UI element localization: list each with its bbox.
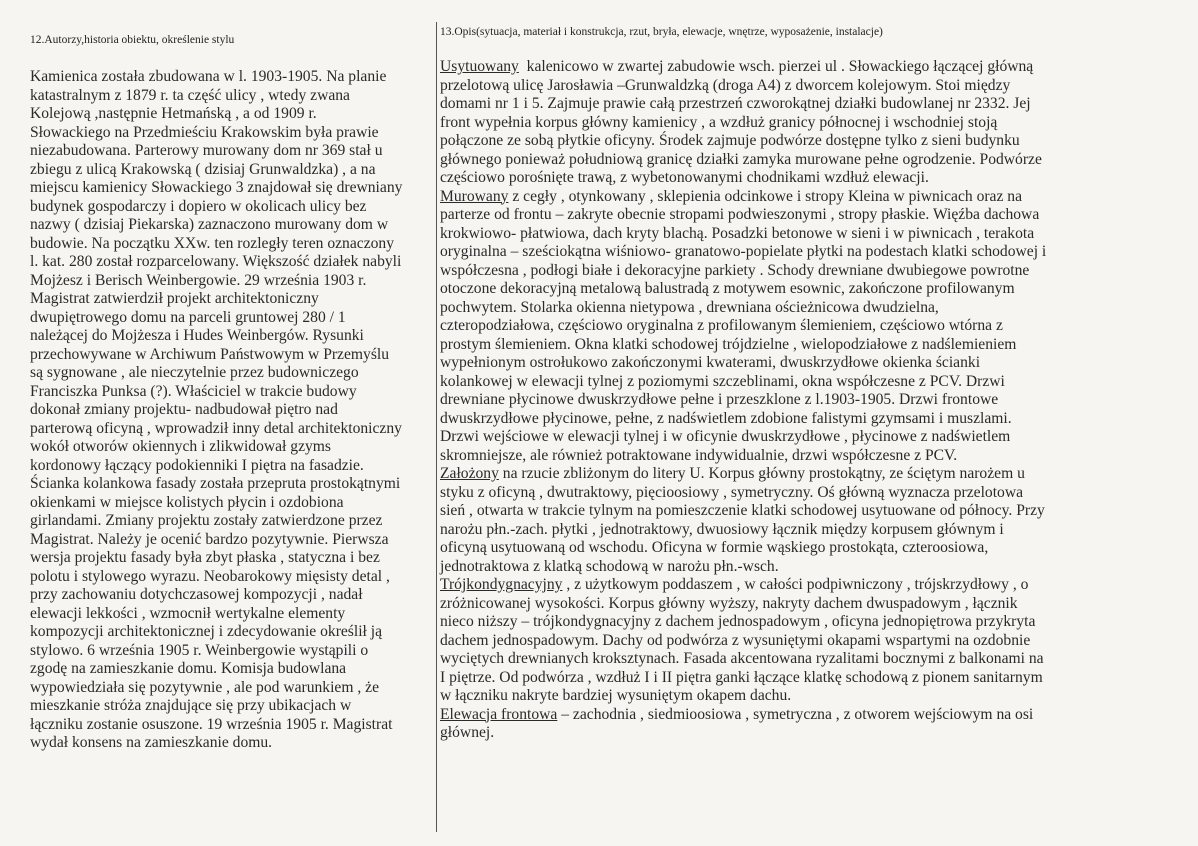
section-term: Elewacja frontowa <box>440 705 558 723</box>
history-line: stylowo. 6 września 1905 r. Weinbergowie wystąpili o <box>30 641 369 659</box>
description-line: dwuskrzydłowe płycinowe, pełne, z nadświetlem zdobione falistymi gzymsami i muszlami. <box>440 409 1012 427</box>
description-line <box>440 465 1192 484</box>
section-12-header: 12.Autorzy,historia obiektu, określenie stylu <box>30 34 235 46</box>
section-term: Założony <box>440 465 499 482</box>
description-paragraph <box>440 706 1192 743</box>
description-paragraph <box>440 58 1192 188</box>
description-line: nieco niższy – trójkondygnacyjny z dachem jednospadowym , oficyna jednopiętrowa przykryta <box>440 613 1036 630</box>
description-line: wypełnionym ostrołukowo zakończonymi kwaterami, dwuskrzydłowe okienka ścianki <box>440 354 981 371</box>
history-line: mieszkanie stróża znajdujące się przy ubikacjach w <box>30 697 352 714</box>
description-line: oficyną usytuowaną od wschodu. Oficyna w formie wąskiego prostokąta, czteroosiowa, <box>440 539 989 556</box>
history-line: Kamienica została zbudowana w l. 1903-1905. Na planie <box>30 68 387 85</box>
description-line <box>440 576 1192 595</box>
description-line: otoczone dekoracyjną metalową balustradą z motywem esownic, zakończone profilowanym <box>440 280 1015 297</box>
history-line: budynek gospodarczy i dopiero w okolicach ulicy bez <box>30 197 367 215</box>
history-line: zgodę na zamieszkanie domu. Komisja budowlana <box>30 660 347 677</box>
description-line: głównej. <box>440 724 495 741</box>
history-line: Słowackiego na Przedmieściu Krakowskim była prawie <box>30 123 379 141</box>
description-line: domami nr 1 i 5. Zajmuje prawie całą przestrzeń czworokątnej działki budowlanej nr 2332. Jej <box>440 95 1031 112</box>
description-line: prostym ślemieniem. Okna klatki schodowej trójdzielne , wielopodziałowe z nadślemieniem <box>440 335 1017 353</box>
history-line: elewacji lekkości , wzmocnił wertykalne elementy <box>30 604 346 622</box>
history-line: kompozycji architektonicznej i zdecydowanie określił ją <box>30 623 383 640</box>
description-line: głównego ponieważ południową granicę działki zamyka murowane pełne ogrodzenie. Podwórze <box>440 150 1042 168</box>
description-line: krokwiowo- płatwiowa, dach kryty blachą. Posadzki betonowe w sieni i w piwnicach , terakota <box>440 224 1035 242</box>
history-line: zbiegu z ulicą Krakowską ( dzisiaj Grunwaldzka) , a na <box>30 160 376 178</box>
description-text <box>440 58 1192 743</box>
description-first-line: z cegły , otynkowany , sklepienia odcinkowe i stropy Kleina w piwnicach oraz na <box>512 187 1023 205</box>
history-line: miejscu kamienicy Słowackiego 3 znajdował się drewniany <box>30 179 403 196</box>
history-line: dwupiętrowego domu na parceli gruntowej 280 / 1 <box>30 308 346 326</box>
description-line <box>440 706 1192 725</box>
history-line: Mojżesz i Berisch Weinbergowie. 29 września 1903 r. <box>30 271 367 289</box>
description-first-line: , z użytkowym poddaszem , w całości podpiwniczony , trójskrzydłowy , o <box>566 576 1029 593</box>
description-line: narożu płn.-zach. płytki , jednotraktowy, dwuosiowy łącznik między korpusem głównym i <box>440 520 1004 538</box>
term-gap <box>519 58 527 75</box>
history-line: Kolejową ,następnie Hetmańską , a od 1909 r. <box>30 105 317 122</box>
section-term: Trójkondygnacyjny <box>440 576 563 593</box>
history-line: katastralnym z 1879 r. ta część ulicy , wtedy zwana <box>30 86 350 104</box>
description-line: czteropodziałowa, częściowo oryginalna z profilowanym ślemieniem, częściowo wtórna z <box>440 317 1003 334</box>
history-line: Magistrat zatwierdził projekt architektoniczny <box>30 290 319 307</box>
description-first-line: na rzucie zbliżonym do litery U. Korpus główny prostokątny, ze ściętym narożem u <box>502 465 1025 482</box>
history-line: girlandami. Zmiany projektu zostały zatwierdzone przez <box>30 512 383 529</box>
description-line: zróżnicowanej wysokości. Korpus główny wyższy, nakryty dachem dwuspadowym , łącznik <box>440 594 1018 612</box>
history-line: okienkami w miejsce kolistych płycin i ozdobiona <box>30 493 344 511</box>
description-first-line: – zachodnia , siedmioosiowa , symetryczna , z otworem wejściowym na osi <box>561 705 1034 723</box>
description-line <box>440 188 1192 207</box>
description-line: sień , otwarta w trakcie tylnym na pomieszczenie klatki schodowej usytuowane od północy. Przy <box>440 502 1045 519</box>
history-line: wydał konsens na zamieszkanie domu. <box>30 734 273 751</box>
description-line: jednotraktowa z klatką schodową w narożu płn.-wsch. <box>440 557 779 575</box>
history-line: są sygnowane , ale nieczytelnie przez budowniczego <box>30 364 359 381</box>
history-line: parterową oficyną , wprowadził inny detal architektoniczny <box>30 419 402 437</box>
history-line: Franciszka Punksa (?). Właściciel w trakcie budowy <box>30 382 357 400</box>
description-line: współczesna , podłogi białe i dekoracyjne parkiety . Schody drewniane dwubiegowe powrotne <box>440 261 1030 279</box>
description-line: skromniejsze, ale również potraktowane indywidualnie, drzwi współczesne z PCV. <box>440 446 958 464</box>
history-line: przechowywane w Archiwum Państwowym w Przemyślu <box>30 345 390 363</box>
description-line: kolankowej w elewacji tylnej z poziomymi szczeblinami, okna współczesne z PCV. Drzwi <box>440 372 1005 390</box>
history-line: kordonowy łączący podokienniki I piętra na fasadzie. <box>30 456 364 474</box>
history-text <box>30 68 434 753</box>
description-paragraph <box>440 188 1192 466</box>
description-line: oryginalna – sześciokątna wiśniowo- granatowo-popielate płytki na podestach klatki schodowej i <box>440 243 1047 260</box>
description-line <box>440 58 1192 77</box>
description-paragraph <box>440 465 1192 576</box>
history-line: wokół otworów okiennych i zlikwidował gzyms <box>30 438 332 455</box>
history-line: wypowiedziała się pozytywnie , ale pod warunkiem , że <box>30 678 380 696</box>
section-term: Usytuowany <box>440 58 519 75</box>
description-line: częściowo porośnięte trawą, z wybetonowanymi chodnikami wzdłuż elewacji. <box>440 169 929 186</box>
history-line: Magistrat. Należy je ocenić bardzo pozytywnie. Pierwsza <box>30 530 389 548</box>
history-line: nazwy ( dzisiaj Piekarska) zaznaczono murowany dom w <box>30 216 389 233</box>
column-divider <box>436 22 437 832</box>
description-line: w łączniku nakryte bardziej wysuniętym okapem dachu. <box>440 687 792 704</box>
history-line: budowie. Na początku XXw. ten rozległy teren oznaczony <box>30 234 395 252</box>
description-line: pochwytem. Stolarka okienna nietypowa , drewniana ościeżnicowa dwudzielna, <box>440 298 939 316</box>
description-first-line: kalenicowo w zwartej zabudowie wsch. pierzei ul . Słowackiego łączącej główną <box>526 58 1034 75</box>
description-line: Drzwi wejściowe w elewacji tylnej i w oficynie dwuskrzydłowe , płycinowe z nadświetlem <box>440 428 1011 445</box>
description-line: połączone ze sobą płytkie oficyny. Środek zajmuje podwórze dostępne tylko z sieni budynku <box>440 132 1020 149</box>
description-line: wyciętych drewnianych kroksztynach. Fasada akcentowana ryzalitami bocznymi z balkonami na <box>440 650 1044 667</box>
description-line: przelotową ulicę Jarosławia –Grunwaldzką (droga A4) z dworcem kolejowym. Stoi między <box>440 76 1011 94</box>
history-line: przy zachowaniu dotychczasowej kompozycji , nadał <box>30 586 363 603</box>
history-line: polotu i stylowego wyrazu. Neobarokowy mięsisty detal , <box>30 567 390 585</box>
description-line: dachem jednospadowym. Dachy od podwórza z wysuniętymi okapami wspartymi na ozdobnie <box>440 631 1031 649</box>
description-line: drewniane płycinowe dwuskrzydłowe pełne i przeszklone z l.1903-1905. Drzwi frontowe <box>440 391 999 408</box>
history-line: l. kat. 280 został rozparcelowany. Większość działek nabyli <box>30 253 402 270</box>
history-line: dokonał zmiany projektu- nadbudował piętro nad <box>30 401 338 418</box>
history-line: łączniku zostanie osuszone. 19 września 1905 r. Magistrat <box>30 715 393 733</box>
section-term: Murowany <box>440 187 509 205</box>
history-line: Ścianka kolankowa fasady została przepruta prostokątnymi <box>30 475 401 492</box>
history-line: wersja projektu fasady była zbyt płaska , statyczna i bez <box>30 549 380 566</box>
description-paragraph <box>440 576 1192 706</box>
description-line: I piętrze. Od podwórza , wzdłuż I i II piętra ganki łączące klatkę schodową z pionem sanitarnym <box>440 668 1043 686</box>
section-13-header: 13.Opis(sytuacja, materiał i konstrukcja, rzut, bryła, elewacje, wnętrze, wyposażenie, instalacje) <box>440 26 883 38</box>
history-line: niezabudowana. Parterowy murowany dom nr 369 stał u <box>30 142 383 159</box>
description-line: front wypełnia korpus główny kamienicy , a wzdłuż granicy północnej i wschodniej stoją <box>440 113 998 131</box>
history-line: należącej do Mojżesza i Hudes Weinbergów. Rysunki <box>30 327 364 344</box>
description-line: parterze od frontu – zakryte obecnie stropami podwieszonymi , stropy płaskie. Więźba dachowa <box>440 206 1040 223</box>
description-line: styku z oficyną , dwutraktowy, pięcioosiowy , symetryczny. Oś główną wyznacza przelotowa <box>440 483 1024 501</box>
